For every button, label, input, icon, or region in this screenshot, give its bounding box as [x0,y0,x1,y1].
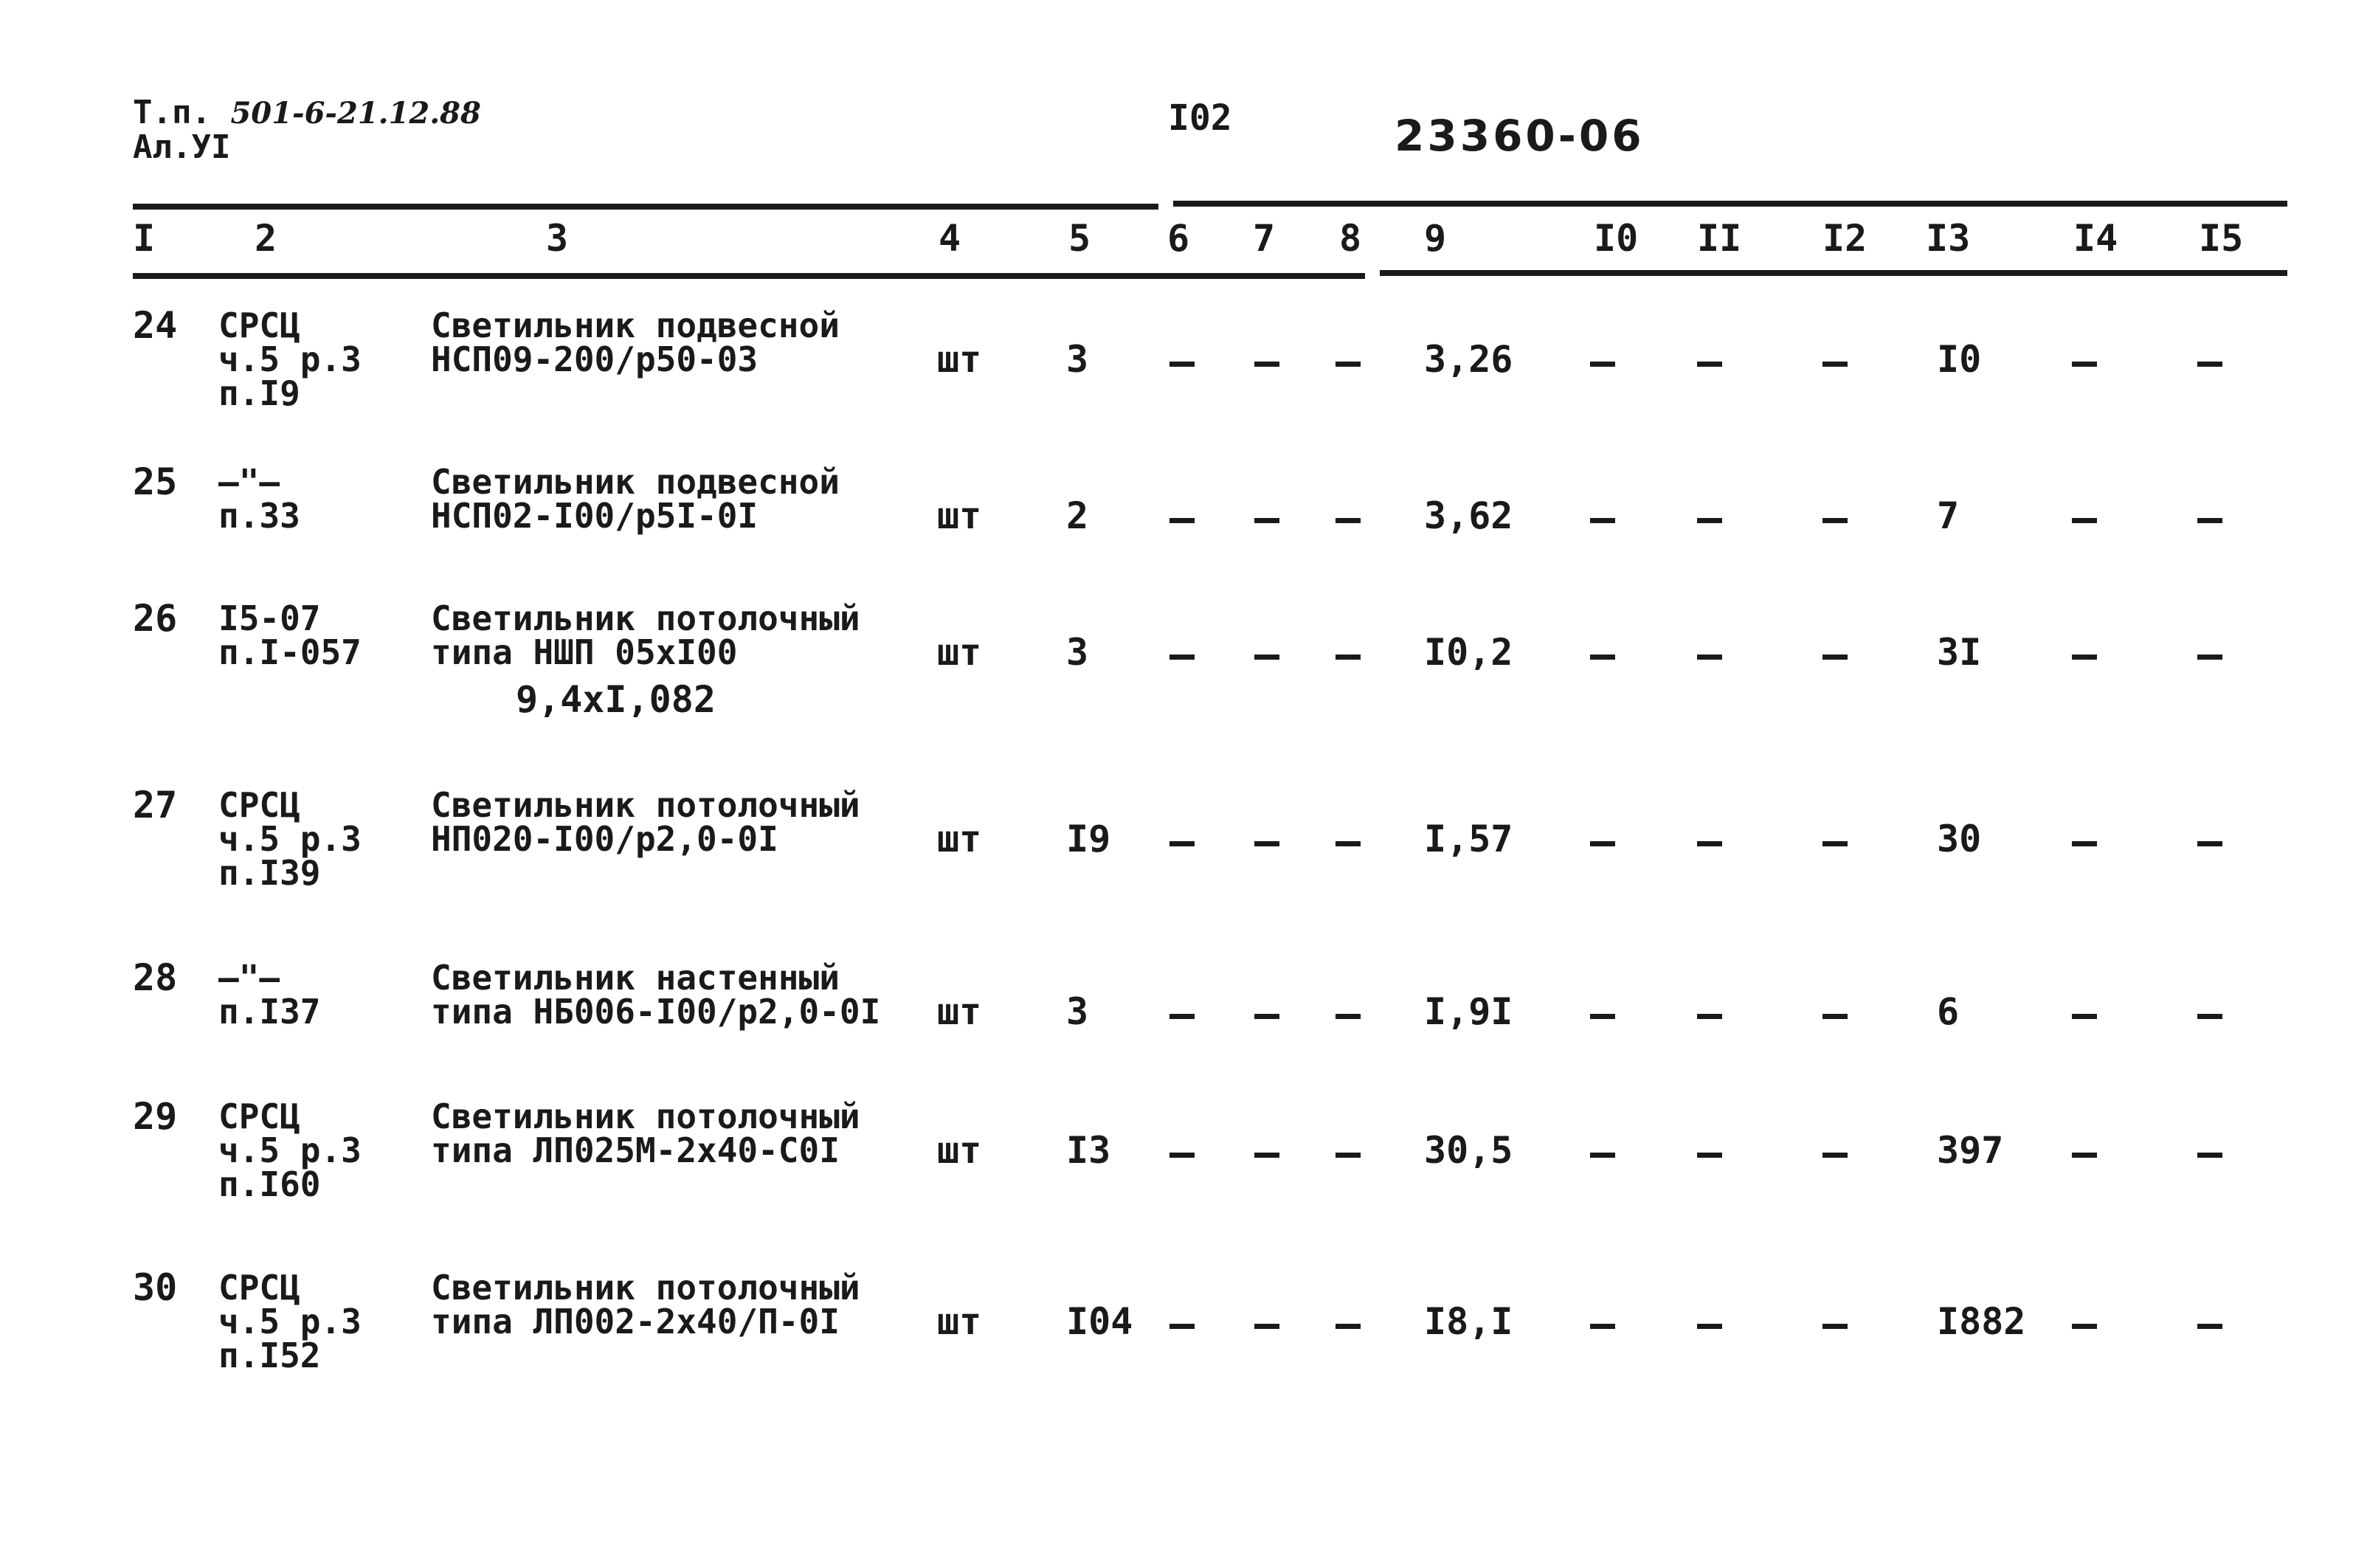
unit: шт [937,631,982,674]
unit-price: I,57 [1424,818,1513,860]
row-number: 24 [133,304,178,347]
item-name: Светильник потолочный НП020-I00/р2,0-0I [431,785,860,859]
row-number: 26 [133,597,178,640]
column-number-12: I2 [1822,217,1867,260]
empty-dash-c7 [1254,1324,1279,1329]
header-bottom-rule-right [1380,270,2287,276]
empty-dash-c7 [1254,1153,1279,1158]
empty-dash-c15 [2197,518,2222,523]
price-reference: СРСЦ ч.5 р.3 п.I39 [218,785,362,893]
calculation-note: 9,4хI,082 [516,678,716,721]
empty-dash-c12 [1822,518,1848,523]
empty-dash-c14 [2072,655,2097,660]
empty-dash-c10 [1590,1014,1615,1019]
unit: шт [937,818,982,860]
row-number: 25 [133,460,178,503]
empty-dash-c8 [1336,1014,1361,1019]
total-cost: I882 [1937,1300,2026,1343]
empty-dash-c10 [1590,841,1615,846]
unit-price: I,9I [1424,990,1513,1033]
empty-dash-c8 [1336,518,1361,523]
header-top-rule-left [133,204,1158,210]
empty-dash-c6 [1169,518,1195,523]
header-top-rule-right [1173,201,2287,207]
unit: шт [937,494,982,537]
total-cost: 30 [1937,818,1982,860]
price-reference: –"– п.33 [218,462,300,536]
empty-dash-c11 [1697,362,1722,367]
row-number: 29 [133,1095,178,1138]
document-reference [133,96,481,165]
doc-number: 501-6-21.12.88 [230,96,481,131]
empty-dash-c6 [1169,655,1195,660]
item-name: Светильник настенный типа НБ006-I00/р2,0-0I [431,958,881,1032]
empty-dash-c8 [1336,1324,1361,1329]
row-number: 27 [133,784,178,826]
total-cost: 397 [1937,1129,2004,1172]
empty-dash-c6 [1169,362,1195,367]
empty-dash-c12 [1822,362,1848,367]
empty-dash-c12 [1822,1324,1848,1329]
empty-dash-c14 [2072,1153,2097,1158]
total-cost: 3I [1937,631,1982,674]
total-cost: I0 [1937,338,1982,381]
empty-dash-c7 [1254,655,1279,660]
empty-dash-c14 [2072,1014,2097,1019]
empty-dash-c6 [1169,1153,1195,1158]
empty-dash-c7 [1254,518,1279,523]
item-name: Светильник подвесной НСП09-200/р50-03 [431,305,840,379]
empty-dash-c7 [1254,1014,1279,1019]
empty-dash-c6 [1169,841,1195,846]
column-number-4: 4 [939,217,961,260]
empty-dash-c6 [1169,1324,1195,1329]
empty-dash-c15 [2197,1014,2222,1019]
item-name: Светильник подвесной НСП02-I00/р5I-0I [431,462,840,536]
page-number: I02 [1168,97,1232,139]
empty-dash-c15 [2197,841,2222,846]
quantity: 3 [1066,990,1089,1033]
empty-dash-c15 [2197,655,2222,660]
empty-dash-c8 [1336,362,1361,367]
column-number-15: I5 [2199,217,2244,260]
empty-dash-c12 [1822,1014,1848,1019]
item-name: Светильник потолочный типа НШП 05хI00 [431,598,860,672]
column-number-2: 2 [255,217,277,260]
empty-dash-c11 [1697,655,1722,660]
unit-price: I0,2 [1424,631,1513,674]
empty-dash-c14 [2072,362,2097,367]
quantity: I3 [1066,1129,1111,1172]
column-number-14: I4 [2073,217,2118,260]
empty-dash-c11 [1697,518,1722,523]
unit: шт [937,1129,982,1172]
item-name: Светильник потолочный типа ЛП025М-2х40-С0I [431,1096,860,1170]
column-number-6: 6 [1167,217,1190,260]
unit-price: 3,26 [1424,338,1513,381]
total-cost: 6 [1937,990,1960,1033]
empty-dash-c15 [2197,362,2222,367]
row-number: 28 [133,956,178,999]
empty-dash-c10 [1590,1153,1615,1158]
price-reference: –"– п.I37 [218,958,321,1032]
row-number: 30 [133,1266,178,1309]
empty-dash-c11 [1697,841,1722,846]
empty-dash-c11 [1697,1153,1722,1158]
empty-dash-c14 [2072,518,2097,523]
doc-prefix: Т.п. [133,94,211,131]
column-number-8: 8 [1339,217,1362,260]
quantity: I9 [1066,818,1111,860]
empty-dash-c14 [2072,1324,2097,1329]
column-number-1: I [133,217,156,260]
quantity: 2 [1066,494,1089,537]
unit: шт [937,338,982,381]
quantity: I04 [1066,1300,1133,1343]
empty-dash-c14 [2072,841,2097,846]
price-reference: I5-07 п.I-057 [218,598,362,672]
unit: шт [937,1300,982,1343]
album-label: Ал.УI [133,128,231,166]
empty-dash-c12 [1822,655,1848,660]
column-number-5: 5 [1068,217,1091,260]
column-number-13: I3 [1926,217,1971,260]
unit-price: 30,5 [1424,1129,1513,1172]
empty-dash-c15 [2197,1324,2222,1329]
item-name: Светильник потолочный типа ЛП002-2х40/П-0I [431,1268,860,1341]
empty-dash-c11 [1697,1014,1722,1019]
header-bottom-rule-left [133,273,1365,279]
empty-dash-c10 [1590,1324,1615,1329]
empty-dash-c10 [1590,655,1615,660]
empty-dash-c8 [1336,1153,1361,1158]
empty-dash-c6 [1169,1014,1195,1019]
quantity: 3 [1066,631,1089,674]
price-reference: СРСЦ ч.5 р.3 п.I52 [218,1268,362,1375]
empty-dash-c10 [1590,362,1615,367]
empty-dash-c8 [1336,841,1361,846]
quantity: 3 [1066,338,1089,381]
doc-code: 23360-06 [1395,111,1645,161]
empty-dash-c12 [1822,1153,1848,1158]
price-reference: СРСЦ ч.5 р.3 п.I9 [218,305,362,413]
empty-dash-c7 [1254,841,1279,846]
empty-dash-c7 [1254,362,1279,367]
column-number-10: I0 [1594,217,1639,260]
empty-dash-c8 [1336,655,1361,660]
unit: шт [937,990,982,1033]
empty-dash-c15 [2197,1153,2222,1158]
price-reference: СРСЦ ч.5 р.3 п.I60 [218,1096,362,1204]
total-cost: 7 [1937,494,1960,537]
column-number-11: II [1697,217,1742,260]
empty-dash-c10 [1590,518,1615,523]
empty-dash-c11 [1697,1324,1722,1329]
column-number-3: 3 [546,217,569,260]
unit-price: 3,62 [1424,494,1513,537]
empty-dash-c12 [1822,841,1848,846]
column-number-9: 9 [1424,217,1447,260]
column-number-7: 7 [1253,217,1276,260]
unit-price: I8,I [1424,1300,1513,1343]
